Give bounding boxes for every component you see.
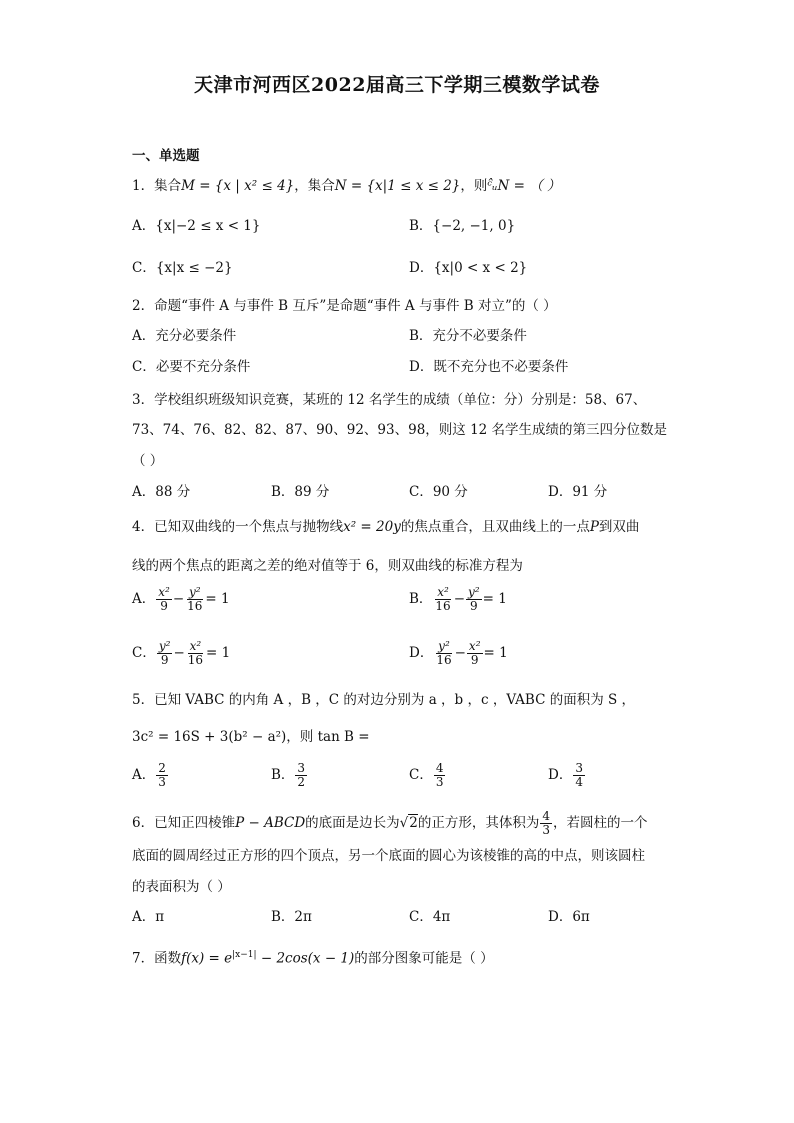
q5-a-num: 2 bbox=[158, 761, 166, 775]
q4-d-rhs: = 1 bbox=[483, 645, 508, 661]
q5-option-c bbox=[409, 762, 446, 789]
q1-expr: ᶜ̂ᵤN = （ ） bbox=[487, 178, 561, 194]
question-6-line-2: 底面的圆周经过正方形的四个顶点，另一个底面的圆心为该棱锥的高的中点，则该圆柱 bbox=[132, 848, 645, 864]
q5-c-num: 4 bbox=[435, 761, 444, 775]
page-title: 天津市河西区2022届高三下学期三模数学试卷 bbox=[194, 74, 600, 96]
q7-func: f(x) = e bbox=[181, 950, 233, 967]
q4-c-num-2: x² bbox=[189, 639, 202, 653]
q4-c-den-2: 16 bbox=[187, 653, 204, 667]
q7-stem-a: 7．函数 bbox=[132, 950, 182, 967]
q4-a-den-1: 9 bbox=[160, 599, 168, 613]
q5-option-d bbox=[548, 762, 586, 789]
q1-option-a: A．{x|−2 ≤ x < 1} bbox=[132, 218, 261, 234]
q5-a-den: 3 bbox=[158, 775, 166, 789]
q4-option-a bbox=[132, 586, 230, 613]
q6-option-b: B．2π bbox=[271, 909, 312, 925]
q4-d-op: − bbox=[454, 645, 466, 661]
q2-option-a: A．充分必要条件 bbox=[132, 328, 237, 344]
q4-c-op: − bbox=[173, 645, 185, 661]
q7-func-b: − 2cos(x − 1) bbox=[256, 950, 355, 967]
q6-line1-b: 的底面是边长为 bbox=[305, 815, 400, 831]
q1-option-d: D．{x|0 < x < 2} bbox=[409, 260, 528, 276]
q5-b-num: 3 bbox=[297, 761, 306, 775]
q4-b-num-1: x² bbox=[437, 585, 449, 599]
q5-b-den: 2 bbox=[297, 775, 306, 789]
q7-stem-b: 的部分图象可能是（ ） bbox=[354, 950, 494, 967]
q4-point-p: P bbox=[589, 519, 599, 535]
q6-line1-d: ，若圆柱的一个 bbox=[553, 815, 648, 831]
q4-b-frac-1 bbox=[433, 586, 452, 613]
q4-a-label: A． bbox=[132, 591, 156, 607]
q5-c-frac bbox=[434, 762, 446, 789]
q1-set-n: N = {x|1 ≤ x ≤ 2} bbox=[334, 178, 461, 194]
question-3-line-2: 73、74、76、82、82、87、90、92、93、98，则这 12 名学生成绩的第三四分位数是 bbox=[132, 422, 668, 438]
q1-set-m: M = {x | x² ≤ 4} bbox=[181, 178, 295, 194]
question-4-line-1 bbox=[132, 517, 639, 537]
q5-c-label: C． bbox=[409, 767, 433, 783]
q4-c-frac-1 bbox=[157, 640, 173, 667]
q2-option-d: D．既不充分也不必要条件 bbox=[409, 359, 569, 375]
q4-option-c bbox=[132, 640, 230, 667]
q3-option-c: C．90 分 bbox=[409, 484, 468, 500]
q4-c-frac-2 bbox=[186, 640, 205, 667]
q4-b-den-2: 9 bbox=[469, 599, 478, 613]
q6-line1-a: 6．已知正四棱锥 bbox=[132, 815, 236, 831]
question-5-line-2: 3c² = 16S + 3(b² − a²)，则 tan B = bbox=[132, 729, 370, 745]
q5-option-b bbox=[271, 762, 308, 789]
question-3-line-1: 3．学校组织班级知识竞赛，某班的 12 名学生的成绩（单位：分）分别是：58、67、 bbox=[132, 392, 647, 408]
q4-d-den-2: 9 bbox=[470, 653, 479, 667]
question-1-stem bbox=[132, 176, 561, 196]
q4-a-den-2: 16 bbox=[187, 599, 203, 613]
question-6-line-3: 的表面积为（ ） bbox=[132, 879, 231, 895]
q4-a-num-1: x² bbox=[158, 585, 170, 599]
q1-stem-c: ，则 bbox=[460, 178, 488, 194]
q5-b-label: B． bbox=[271, 767, 295, 783]
q3-option-a: A．88 分 bbox=[132, 484, 191, 500]
q5-option-a bbox=[132, 762, 169, 789]
q5-c-den: 3 bbox=[435, 775, 444, 789]
q6-sqrt-radicand: 2 bbox=[409, 815, 418, 831]
q5-d-num: 3 bbox=[575, 761, 583, 775]
question-7-stem bbox=[132, 945, 494, 969]
q6-option-a: A．π bbox=[132, 909, 165, 925]
q2-option-c: C．必要不充分条件 bbox=[132, 359, 251, 375]
q1-option-b: B．{−2, −1, 0} bbox=[409, 218, 516, 234]
q6-frac-num: 4 bbox=[542, 809, 550, 823]
q2-option-b: B．充分不必要条件 bbox=[409, 328, 527, 344]
q4-d-frac-1 bbox=[434, 640, 453, 667]
q4-c-den-1: 9 bbox=[160, 653, 169, 667]
q5-d-frac bbox=[573, 762, 585, 789]
q6-frac-den: 3 bbox=[542, 823, 550, 837]
q4-line1-c: 到双曲 bbox=[598, 519, 640, 535]
q5-a-label: A． bbox=[132, 767, 156, 783]
q4-d-den-1: 16 bbox=[436, 653, 452, 667]
q4-b-label: B． bbox=[409, 591, 433, 607]
q6-option-c: C．4π bbox=[409, 909, 451, 925]
q4-b-frac-2 bbox=[466, 586, 482, 613]
q4-c-num-1: y² bbox=[158, 639, 171, 653]
q4-option-b bbox=[409, 586, 507, 613]
question-5-line-1: 5．已知 VABC 的内角 A ，B ，C 的对边分别为 a ，b ，c ，VABC 的面积为 S ， bbox=[132, 692, 636, 708]
question-2-stem: 2．命题“事件 A 与事件 B 互斥”是命题“事件 A 与事件 B 对立”的（ ） bbox=[132, 298, 557, 314]
q6-line1-c: 的正方形，其体积为 bbox=[417, 815, 540, 831]
q5-a-frac bbox=[156, 762, 168, 789]
q6-pyramid: P − ABCD bbox=[235, 815, 306, 831]
q6-volume-frac bbox=[540, 810, 552, 837]
q4-d-num-1: y² bbox=[438, 639, 450, 653]
q1-stem-a: 1．集合 bbox=[132, 178, 182, 194]
q4-a-num-2: y² bbox=[188, 585, 201, 599]
q4-d-label: D． bbox=[409, 645, 434, 661]
section-heading: 一、单选题 bbox=[132, 148, 200, 164]
q4-a-frac-1 bbox=[156, 586, 172, 613]
q4-c-label: C． bbox=[132, 645, 156, 661]
q4-option-d bbox=[409, 640, 508, 667]
q6-option-d: D．6π bbox=[548, 909, 590, 925]
q4-b-op: − bbox=[453, 591, 466, 607]
q4-line1-b: 的焦点重合，且双曲线上的一点 bbox=[400, 519, 590, 535]
q4-c-rhs: = 1 bbox=[206, 645, 231, 661]
q5-d-label: D． bbox=[548, 767, 573, 783]
q4-line1-a: 4．已知双曲线的一个焦点与抛物线 bbox=[132, 519, 344, 535]
q3-option-d: D．91 分 bbox=[548, 484, 608, 500]
q1-option-c: C．{x|x ≤ −2} bbox=[132, 260, 233, 276]
q7-func-exponent: |x−1| bbox=[232, 950, 257, 960]
q4-b-num-2: y² bbox=[468, 585, 480, 599]
question-3-line-3: （ ） bbox=[132, 453, 164, 469]
q4-b-den-1: 16 bbox=[435, 599, 451, 613]
q5-b-frac bbox=[295, 762, 307, 789]
q6-sqrt-symbol: √ bbox=[399, 815, 409, 831]
question-6-line-1 bbox=[132, 810, 648, 837]
q1-stem-b: ，集合 bbox=[294, 178, 335, 194]
question-4-line-2: 线的两个焦点的距离之差的绝对值等于 6，则双曲线的标准方程为 bbox=[132, 558, 523, 574]
q4-a-op: − bbox=[172, 591, 185, 607]
q5-d-den: 4 bbox=[575, 775, 583, 789]
q4-a-rhs: = 1 bbox=[205, 591, 230, 607]
q3-option-b: B．89 分 bbox=[271, 484, 330, 500]
q4-b-rhs: = 1 bbox=[482, 591, 507, 607]
q4-d-num-2: x² bbox=[468, 639, 481, 653]
q4-a-frac-2 bbox=[185, 586, 204, 613]
q4-d-frac-2 bbox=[467, 640, 483, 667]
q4-parabola-eq: x² = 20y bbox=[343, 519, 401, 535]
